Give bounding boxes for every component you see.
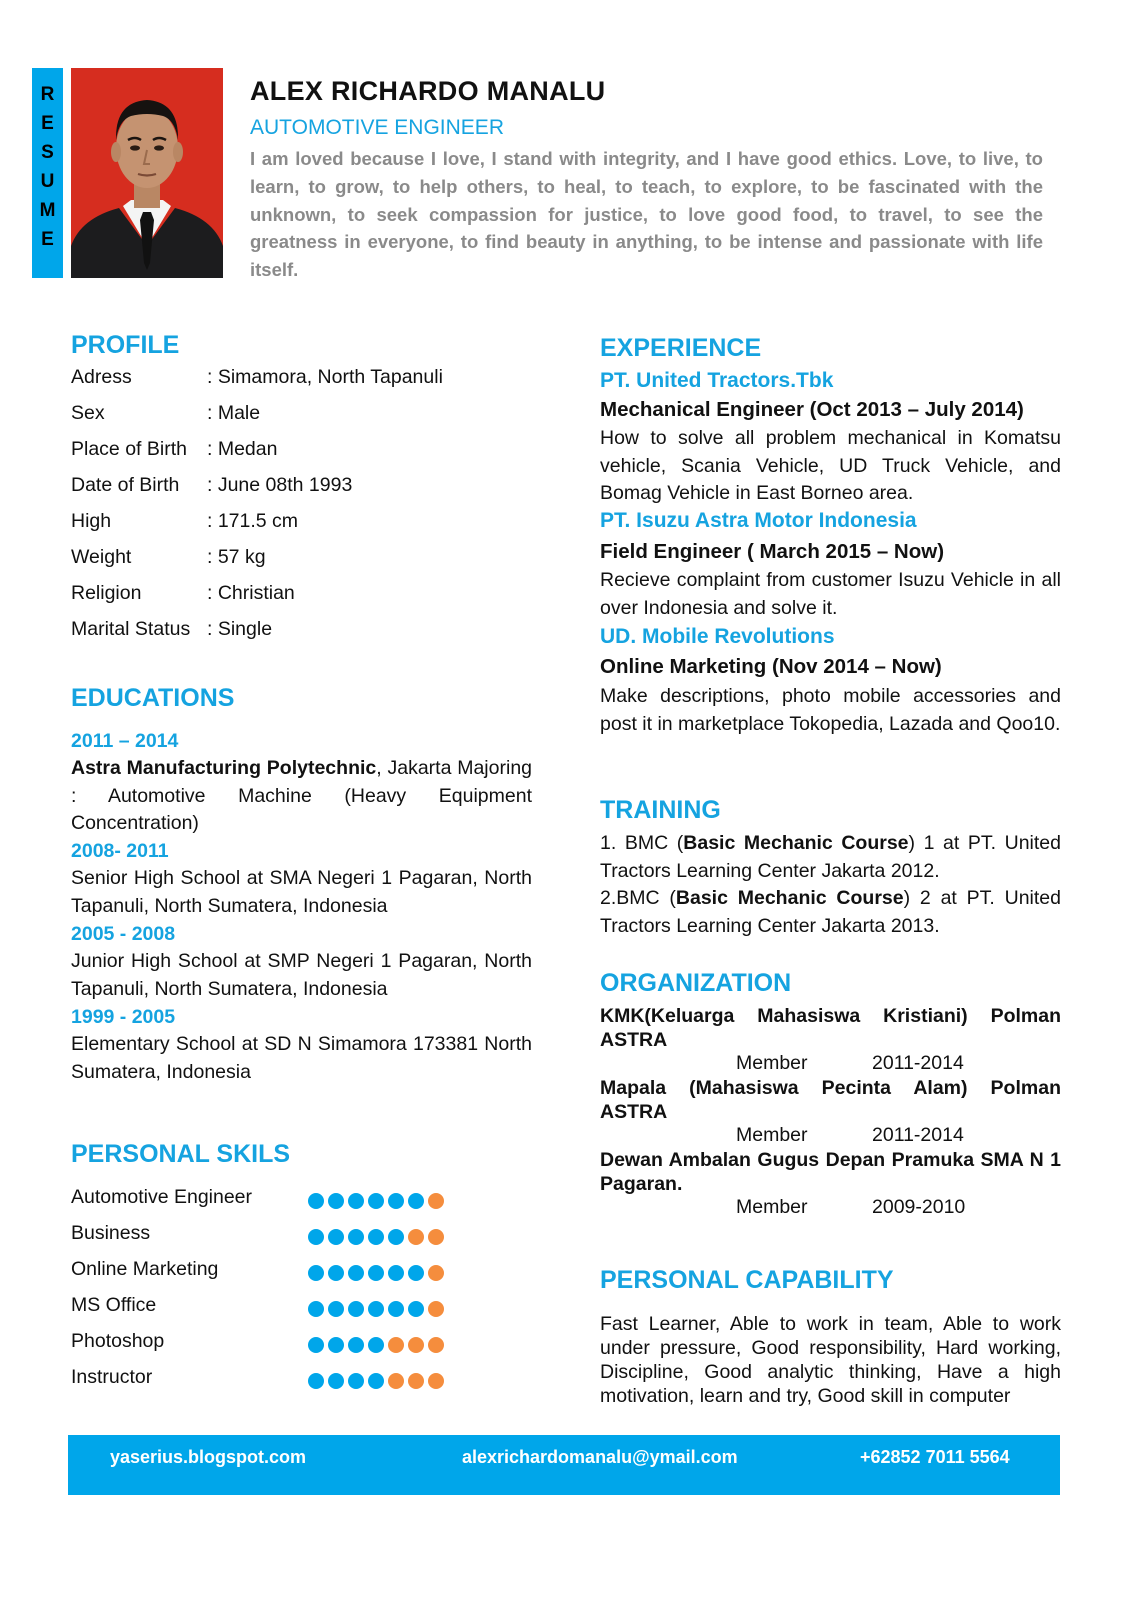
rating-dot-filled [368, 1373, 384, 1389]
skill-rating [308, 1301, 444, 1317]
rating-dot-filled [308, 1193, 324, 1209]
rating-dot-empty [428, 1193, 444, 1209]
resume-letter: S [41, 142, 54, 163]
skill-name: Online Marketing [71, 1258, 219, 1280]
rating-dot-filled [348, 1229, 364, 1245]
rating-dot-empty [428, 1265, 444, 1281]
skill-rating [308, 1265, 444, 1281]
rating-dot-filled [348, 1373, 364, 1389]
organization-name: KMK(Keluarga Mahasiswa Kristiani) Polman ASTRA [600, 1005, 1061, 1051]
profile-value: : 57 kg [207, 546, 266, 568]
resume-letter: E [41, 229, 54, 250]
rating-dot-empty [428, 1337, 444, 1353]
profile-label: Adress [71, 366, 132, 388]
experience-role: Online Marketing (Nov 2014 – Now) [600, 655, 942, 678]
rating-dot-filled [328, 1373, 344, 1389]
experience-role: Mechanical Engineer (Oct 2013 – July 2014) [600, 398, 1024, 421]
training-item [600, 885, 1061, 940]
experience-heading: EXPERIENCE [600, 334, 762, 362]
capability-text: Fast Learner, Able to work in team, Able to work under pressure, Good responsibility, Hard working, Discipline, Good analytic thinking, Have a high motivation, learn and try, Good skill in computer [600, 1313, 1061, 1407]
organization-heading: ORGANIZATION [600, 969, 792, 997]
profile-heading: PROFILE [71, 331, 180, 359]
training-prefix: 1. BMC ( [600, 832, 684, 854]
contact-footer [68, 1435, 1060, 1495]
rating-dot-filled [328, 1229, 344, 1245]
organization-years: 2009-2010 [872, 1196, 966, 1218]
education-school: Astra Manufacturing Polytechnic [71, 757, 377, 779]
education-years: 2008- 2011 [71, 840, 169, 862]
skill-name: Automotive Engineer [71, 1186, 253, 1208]
skill-rating [308, 1193, 444, 1209]
education-entry: Elementary School at SD N Simamora 173381 North Sumatera, Indonesia [71, 1033, 532, 1083]
educations-heading: EDUCATIONS [71, 684, 235, 712]
training-course: Basic Mechanic Course [683, 832, 909, 854]
rating-dot-filled [408, 1301, 424, 1317]
education-entry [71, 755, 532, 838]
experience-role: Field Engineer ( March 2015 – Now) [600, 540, 945, 563]
rating-dot-filled [408, 1265, 424, 1281]
resume-letter: U [40, 171, 55, 192]
website-link[interactable]: yaserius.blogspot.com [110, 1447, 307, 1467]
profile-label: Religion [71, 582, 142, 604]
rating-dot-filled [368, 1337, 384, 1353]
organization-role: Member [736, 1196, 808, 1218]
rating-dot-empty [408, 1337, 424, 1353]
skills-heading: PERSONAL SKILS [71, 1140, 291, 1168]
candidate-title: AUTOMOTIVE ENGINEER [250, 116, 504, 139]
rating-dot-filled [388, 1301, 404, 1317]
profile-value: : 171.5 cm [207, 510, 299, 532]
organization-name: Mapala (Mahasiswa Pecinta Alam) Polman ASTRA [600, 1077, 1061, 1123]
experience-company: PT. Isuzu Astra Motor Indonesia [600, 509, 917, 532]
profile-value: : June 08th 1993 [207, 474, 353, 496]
training-heading: TRAINING [600, 796, 721, 824]
training-item [600, 830, 1061, 885]
rating-dot-filled [368, 1265, 384, 1281]
rating-dot-filled [328, 1337, 344, 1353]
rating-dot-filled [308, 1301, 324, 1317]
rating-dot-filled [368, 1229, 384, 1245]
skill-rating [308, 1229, 444, 1245]
organization-role: Member [736, 1052, 808, 1074]
skill-name: MS Office [71, 1294, 157, 1316]
skill-name: Instructor [71, 1366, 153, 1388]
skill-name: Photoshop [71, 1330, 165, 1352]
skill-name: Business [71, 1222, 151, 1244]
rating-dot-empty [408, 1373, 424, 1389]
profile-value: : Simamora, North Tapanuli [207, 366, 443, 388]
training-suffix: ) 2 at PT. United Tractors Learning Center Jakarta 2013. [600, 887, 1061, 937]
rating-dot-filled [328, 1265, 344, 1281]
education-details: , Jakarta Majoring : Automotive Machine (Heavy Equipment Concentration) [71, 757, 533, 834]
rating-dot-filled [308, 1229, 324, 1245]
resume-letter: E [41, 113, 54, 134]
experience-description: How to solve all problem mechanical in Komatsu vehicle, Scania Vehicle, UD Truck Vehicle, and Bomag Vehicle in East Borneo area. [600, 427, 1061, 504]
organization-years: 2011-2014 [872, 1124, 964, 1146]
rating-dot-filled [348, 1193, 364, 1209]
rating-dot-filled [368, 1301, 384, 1317]
organization-name: Dewan Ambalan Gugus Depan Pramuka SMA N 1 Pagaran. [600, 1149, 1061, 1195]
rating-dot-filled [308, 1337, 324, 1353]
resume-letter: M [39, 200, 56, 221]
rating-dot-filled [388, 1265, 404, 1281]
rating-dot-empty [388, 1373, 404, 1389]
profile-label: Weight [71, 546, 132, 568]
profile-label: Date of Birth [71, 474, 180, 496]
rating-dot-filled [388, 1229, 404, 1245]
education-years: 2005 - 2008 [71, 923, 176, 945]
profile-label: Marital Status [71, 618, 191, 640]
experience-company: UD. Mobile Revolutions [600, 625, 835, 648]
capability-heading: PERSONAL CAPABILITY [600, 1266, 894, 1294]
rating-dot-filled [348, 1265, 364, 1281]
rating-dot-filled [368, 1193, 384, 1209]
profile-value: : Male [207, 402, 261, 424]
profile-label: High [71, 510, 112, 532]
education-entry: Senior High School at SMA Negeri 1 Pagaran, North Tapanuli, North Sumatera, Indonesia [71, 867, 532, 917]
experience-company: PT. United Tractors.Tbk [600, 369, 834, 392]
profile-value: : Medan [207, 438, 278, 460]
resume-letter: R [40, 84, 55, 105]
profile-value: : Single [207, 618, 273, 640]
profile-label: Place of Birth [71, 438, 187, 460]
training-suffix: ) 1 at PT. United Tractors Learning Center Jakarta 2012. [600, 832, 1061, 882]
profile-label: Sex [71, 402, 105, 424]
education-years: 1999 - 2005 [71, 1006, 176, 1028]
training-prefix: 2.BMC ( [600, 887, 676, 909]
rating-dot-filled [388, 1193, 404, 1209]
education-years: 2011 – 2014 [71, 730, 179, 752]
education-entry: Junior High School at SMP Negeri 1 Pagaran, North Tapanuli, North Sumatera, Indonesia [71, 950, 532, 1000]
experience-description: Make descriptions, photo mobile accessories and post it in marketplace Tokopedia, Lazada and Qoo10. [600, 685, 1061, 735]
summary-paragraph: I am loved because I love, I stand with integrity, and I have good ethics. Love, to live, to learn, to grow, to help others, to heal, to teach, to explore, to be fascinated with the unknown, to seek compassion for justice, to love good food, to travel, to see the greatness in everyone, to find beauty in anything, to be intense and passionate with life itself. [250, 148, 1043, 281]
rating-dot-filled [308, 1265, 324, 1281]
training-course: Basic Mechanic Course [675, 887, 904, 909]
phone-number[interactable]: +62852 7011 5564 [860, 1447, 1010, 1467]
resume-vertical-label [32, 68, 63, 278]
experience-description: Recieve complaint from customer Isuzu Vehicle in all over Indonesia and solve it. [600, 569, 1061, 619]
rating-dot-empty [428, 1229, 444, 1245]
rating-dot-empty [428, 1373, 444, 1389]
rating-dot-filled [328, 1301, 344, 1317]
rating-dot-filled [348, 1337, 364, 1353]
email-link[interactable]: alexrichardomanalu@ymail.com [462, 1447, 738, 1467]
rating-dot-empty [408, 1229, 424, 1245]
rating-dot-filled [348, 1301, 364, 1317]
rating-dot-filled [328, 1193, 344, 1209]
organization-years: 2011-2014 [872, 1052, 964, 1074]
organization-role: Member [736, 1124, 808, 1146]
rating-dot-empty [388, 1337, 404, 1353]
rating-dot-filled [308, 1373, 324, 1389]
profile-value: : Christian [207, 582, 295, 604]
skill-rating [308, 1337, 444, 1353]
skill-rating [308, 1373, 444, 1389]
rating-dot-empty [428, 1301, 444, 1317]
candidate-name: ALEX RICHARDO MANALU [250, 76, 606, 106]
rating-dot-filled [408, 1193, 424, 1209]
profile-photo [71, 68, 223, 278]
